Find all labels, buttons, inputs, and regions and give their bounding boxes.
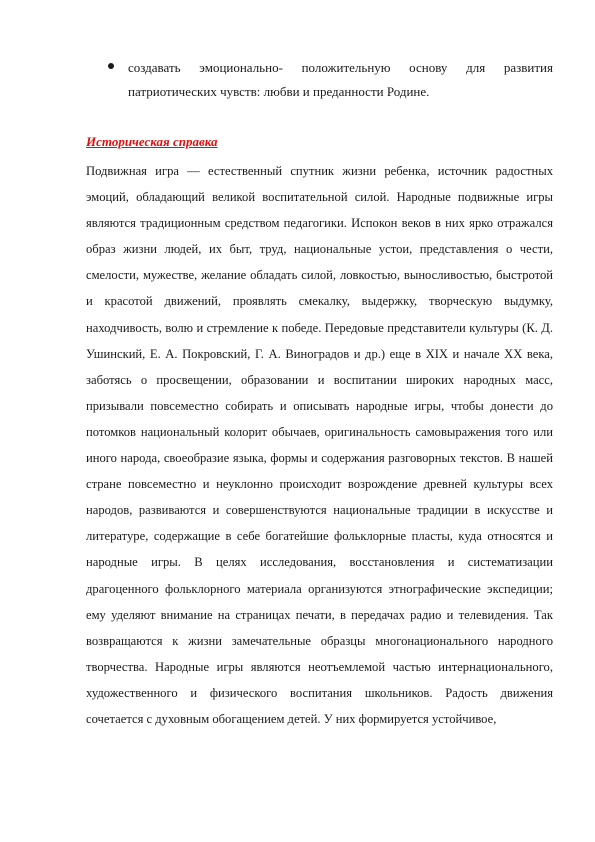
bullet-text: создавать эмоционально- положительную основу для развития патриотических чувств: любви и преданности Родине. bbox=[128, 60, 553, 99]
body-paragraph: Подвижная игра — естественный спутник жизни ребенка, источник радостных эмоций, обладающий великой воспитательной силой. Народные подвижные игры являются традиционным средством педагогики. Испокон веков в них ярко отражался образ жизни людей, их быт, труд, национальные устои, представления о чести, смелости, мужестве, желание обладать силой, ловкостью, выносливостью, быстротой и красотой движений, проявлять смекалку, выдержку, творческую выдумку, находчивость, волю и стремление к победе. Передовые представители культуры (К. Д. Ушинский, Е. А. Покровский, Г. А. Виноградов и др.) еще в XIX и начале XX века, заботясь о просвещении, образовании и воспитании широких народных масс, призывали повсеместно собирать и описывать народные игры, чтобы донести до потомков национальный колорит обычаев, оригинальность самовыражения того или иного народа, своеобразие языка, формы и содержания разговорных текстов. В нашей стране повсеместно и неуклонно происходит возрождение древней культуры всех народов, развиваются и совершенствуются национальные традиции в искусстве и литературе, содержащие в себе богатейшие фольклорные пласты, куда относятся и народные игры. В целях исследования, восстановления и систематизации драгоценного фольклорного материала организуются этнографические экспедиции; ему уделяют внимание на страницах печати, в передачах радио и телевидения. Так возвращаются к жизни замечательные образцы многонационального народного творчества. Народные игры являются неотъемлемой частью интернационального, художественного и физического воспитания школьников. Радость движения сочетается с духовным обогащением детей. У них формируется устойчивое, bbox=[86, 164, 553, 726]
bullet-list-item bbox=[108, 56, 553, 104]
section-heading: Историческая справка bbox=[86, 134, 218, 149]
bullet-dot-icon bbox=[108, 63, 114, 69]
